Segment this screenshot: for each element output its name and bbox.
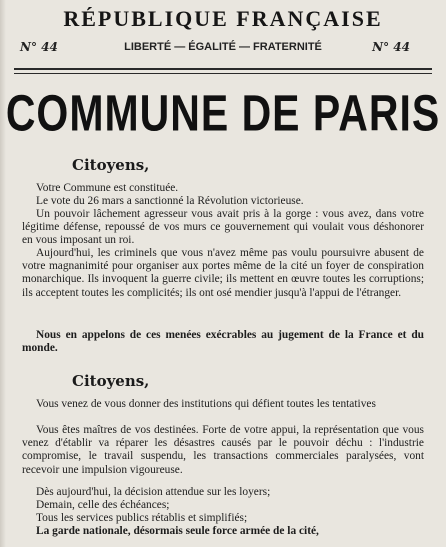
paragraph-text: Nous en appelons de ces menées exécrables au jugement de la France et du monde. — [22, 329, 424, 355]
paragraph-text: Un pouvoir lâchement agresseur vous avait pris à la gorge : vous avez, dans votre légitime défense, repoussé de vos murs ce gouvernement qui voulait vous déshonorer en vous imposant un roi. — [22, 208, 424, 247]
paragraph-services — [22, 512, 424, 525]
header-rule-thin — [14, 73, 432, 74]
page-title: COMMUNE DE PARIS — [5, 84, 441, 142]
paragraph-pouvoir — [22, 208, 424, 248]
paragraph-text: Votre Commune est constituée. — [36, 182, 179, 194]
salutation-2: Citoyens, — [72, 372, 150, 390]
paragraph-text: Dès aujourd'hui, la décision attendue sur les loyers; — [36, 486, 271, 498]
paragraph-garde — [22, 525, 424, 538]
paper-edge-shadow — [0, 0, 6, 547]
paragraph-vote — [22, 195, 424, 208]
paragraph-text: Vous êtes maîtres de vos destinées. Forte de votre appui, la représentation que vous venez d'établir va réparer les désastres causés par le pouvoir déchu : l'industrie compromise, le travail suspendu, les transactions commerciales paralysées, vont recevoir une impulsion vigoureuse. — [22, 424, 424, 476]
paragraph-loyers — [22, 486, 424, 499]
header-rule-thick — [14, 68, 432, 70]
motto: LIBERTÉ — ÉGALITÉ — FRATERNITÉ — [124, 41, 322, 53]
paragraph-constituee — [22, 182, 424, 195]
paragraph-destinees — [22, 424, 424, 477]
paragraph-text: Tous les services publics rétablis et simplifiés; — [36, 512, 248, 524]
paragraph-text: La garde nationale, désormais seule force armée de la cité, — [36, 525, 319, 537]
poster-number-left: N° 44 — [20, 40, 58, 54]
paragraph-institutions — [22, 398, 424, 411]
paragraph-text: Demain, celle des échéances; — [36, 499, 170, 511]
paragraph-text: Vous venez de vous donner des institutions qui défient toutes les tentatives — [36, 398, 376, 410]
paragraph-echeances — [22, 499, 424, 512]
paragraph-text: Le vote du 26 mars a sanctionné la Révolution victorieuse. — [36, 195, 304, 207]
poster-number-right: N° 44 — [372, 40, 410, 54]
paragraph-appel — [22, 329, 424, 355]
salutation-1: Citoyens, — [72, 156, 150, 174]
paragraph-text: Aujourd'hui, les criminels que vous n'avez même pas voulu poursuivre abusent de votre magnanimité pour organiser aux portes même de la cité un foyer de conspiration monarchique. Ils invoquent la guerre civile; ils mettent en œuvre toutes les corruptions; ils acceptent toutes les complicités; ils ont osé mendier jusqu'à l'appui de l'étranger. — [22, 247, 424, 299]
republic-heading: RÉPUBLIQUE FRANÇAISE — [63, 6, 383, 31]
paragraph-criminels — [22, 247, 424, 300]
